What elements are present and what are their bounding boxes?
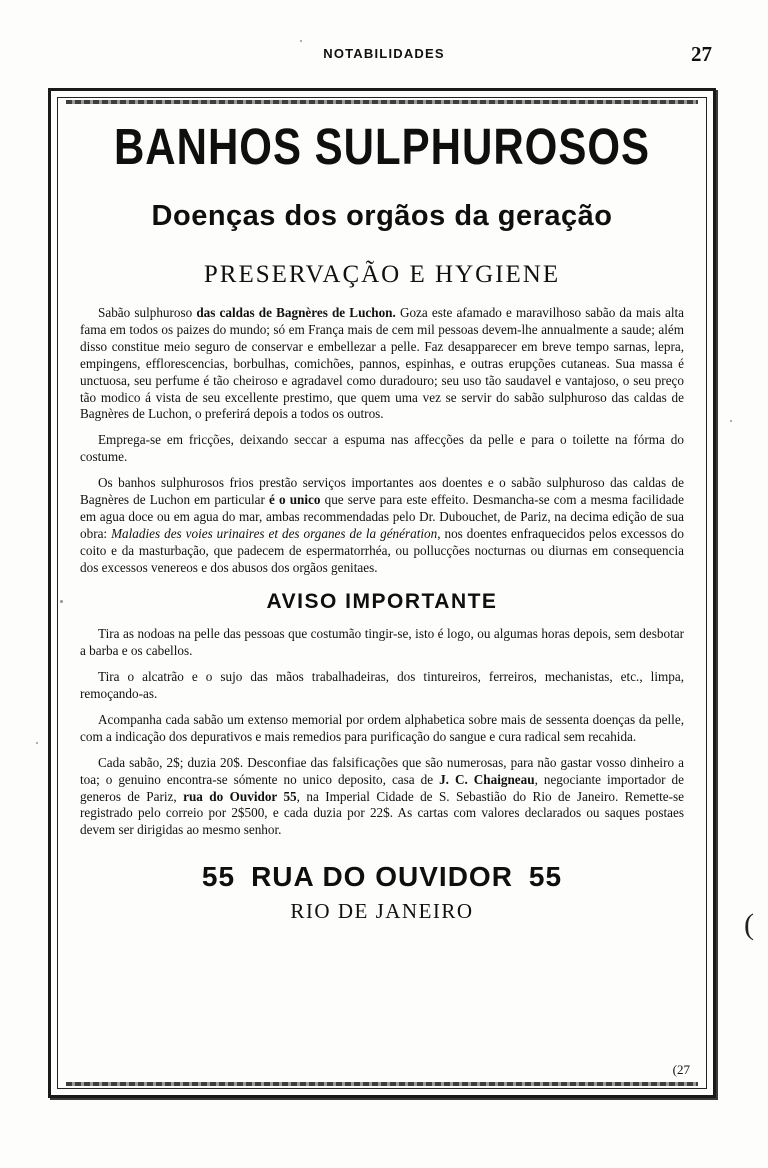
advertisement-body xyxy=(57,97,707,1089)
signature-mark: (27 xyxy=(672,1062,690,1077)
p3-italic-title: Maladies des voies urinaires et des organes de la génération xyxy=(111,525,438,541)
address-street: RUA DO OUVIDOR xyxy=(251,861,513,893)
address-number-left: 55 xyxy=(201,861,236,893)
ad-subhead: Doenças dos orgãos da geração xyxy=(151,200,613,233)
ornamental-rule-bottom xyxy=(66,1082,698,1086)
advertisement-frame xyxy=(48,88,716,1098)
ad-paragraph-5: Tira o alcatrão e o sujo das mãos trabalhadeiras, dos tintureiros, ferreiros, mechanistas, etc., limpa, remoçando-as. xyxy=(80,669,684,702)
ad-paragraph-7 xyxy=(80,755,684,839)
paper-speck xyxy=(36,742,38,744)
p3-bold-1: é o unico xyxy=(269,492,321,507)
p1-text: Goza este afamado e maravilhoso sabão da mais alta fama em todos os paizes do mundo; só em França mais de cem mil pessoas devem-lhe annualmente a saude; além disso constitue meio seguro de conservar e embellezar a pelle. Faz desapparecer em breve tempo sarnas, lepra, empingens, efflorescencias, borbulhas, comichões, pannos, espinhas, e outras erupções cutaneas. Sua massa é unctuosa, seu perfume é tão cheiroso e agradavel como duradouro; seu uso tão saudavel e vantajoso, o seu preço tão modico á vista de seu excellente prestimo, que quem uma vez se servir do sabão sulphuroso das caldas de Bagnères de Luchon, o preferirá depois a todos os outros. xyxy=(80,305,685,422)
running-head xyxy=(0,42,768,70)
p7-merchant-name: J. C. Chaigneau xyxy=(439,771,535,787)
ad-section-heading-aviso: AVISO IMPORTANTE xyxy=(266,590,498,614)
p1-lead-bold: das caldas de Bagnères de Luchon. xyxy=(196,305,396,321)
ad-headline: BANHOS SULPHUROSOS xyxy=(113,117,651,175)
page-number: 27 xyxy=(691,42,712,66)
page-edge-mark: ( xyxy=(744,908,754,941)
ad-city: RIO DE JANEIRO xyxy=(290,899,474,924)
ad-paragraph-3 xyxy=(80,475,684,576)
p1-lead: Sabão sulphuroso xyxy=(98,305,197,321)
ad-address-line xyxy=(80,861,684,893)
running-head-title: NOTABILIDADES xyxy=(323,46,445,61)
paper-speck xyxy=(300,40,302,42)
p7-address-bold: rua do Ouvidor 55 xyxy=(183,788,297,804)
paper-speck xyxy=(60,600,63,603)
ornamental-rule-top xyxy=(66,100,698,104)
p3-text-1: Os banhos sulphurosos frios prestão serviços importantes aos doentes e o sabão sulphuroso das caldas de Bagnères de Luchon em particular xyxy=(80,475,684,507)
ad-section-heading-preservacao: PRESERVAÇÃO E HYGIENE xyxy=(203,261,561,289)
paper-speck xyxy=(730,420,732,422)
address-number-right: 55 xyxy=(528,861,563,893)
p7-text-2: , negociante importador de generos de Pariz, xyxy=(80,771,684,804)
p7-text-3: , na Imperial Cidade de S. Sebastião do Rio de Janeiro. Remette-se registrado pelo correio por 2$500, e cada duzia por 22$. As cartas com valores declarados ou saques postaes devem ser dirigidas ao mesmo senhor. xyxy=(80,788,684,838)
p3-text-2: que serve para este effeito. Desmancha-se com a mesma facilidade em agua doce ou em agua do mar, ambas recommendadas pelo Dr. Dubouchet, de Pariz, na decima edição de sua obra: xyxy=(80,492,684,541)
p7-text-1: Cada sabão, 2$; duzia 20$. Desconfiae das falsificações que são numerosas, para não gastar vosso dinheiro a toa; o genuino encontra-se sómente no unico deposito, casa de xyxy=(80,754,684,787)
ad-paragraph-1 xyxy=(80,305,684,423)
ad-paragraph-4: Tira as nodoas na pelle das pessoas que costumão tingir-se, isto é logo, ou algumas horas depois, sem desbotar a barba e os cabellos. xyxy=(80,626,684,659)
ad-paragraph-2: Emprega-se em fricções, deixando seccar a espuma nas affecções da pelle e para o toilette na fórma do costume. xyxy=(80,432,684,465)
ad-paragraph-6: Acompanha cada sabão um extenso memorial por ordem alphabetica sobre mais de sessenta doenças da pelle, com a indicação dos depurativos e mais remedios para purificação do sangue e cura radical sem recahida. xyxy=(80,712,684,744)
p3-text-3: , nos doentes enfraquecidos pelos excessos do coito e da masturbação, que padecem de espermatorrhéa, ou pollucções nocturnas ou diurnas em consequencia dos excessos venereos e dos abusos dos orgãos genitaes. xyxy=(80,525,684,575)
